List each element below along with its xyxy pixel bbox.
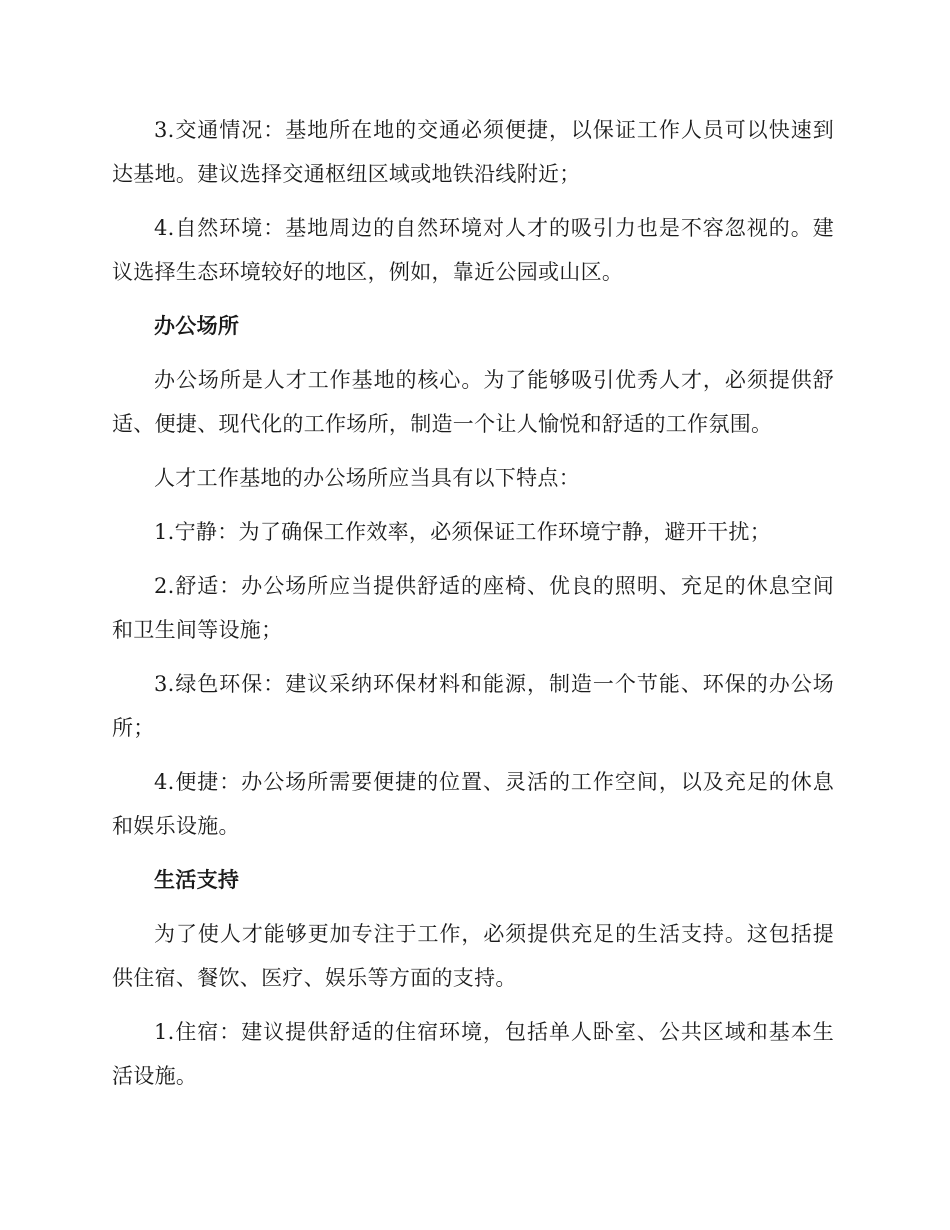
paragraph-transport: 3.交通情况：基地所在地的交通必须便捷，以保证工作人员可以快速到达基地。建议选择交通枢纽区域或地铁沿线附近； <box>112 118 834 186</box>
paragraph-green: 3.绿色环保：建议采纳环保材料和能源，制造一个节能、环保的办公场所； <box>112 672 834 740</box>
paragraph-life-support-intro: 为了使人才能够更加专注于工作，必须提供充足的生活支持。这包括提供住宿、餐饮、医疗、娱乐等方面的支持。 <box>112 922 834 990</box>
paragraph-accommodation: 1.住宿：建议提供舒适的住宿环境，包括单人卧室、公共区域和基本生活设施。 <box>112 1020 834 1088</box>
paragraph-office-intro: 办公场所是人才工作基地的核心。为了能够吸引优秀人才，必须提供舒适、便捷、现代化的工作场所，制造一个让人愉悦和舒适的工作氛围。 <box>112 368 834 436</box>
paragraph-natural-environment: 4.自然环境：基地周边的自然环境对人才的吸引力也是不容忽视的。建议选择生态环境较好的地区，例如，靠近公园或山区。 <box>112 216 834 284</box>
paragraph-office-features: 人才工作基地的办公场所应当具有以下特点： <box>154 466 580 490</box>
paragraph-convenience: 4.便捷：办公场所需要便捷的位置、灵活的工作空间，以及充足的休息和娱乐设施。 <box>112 770 834 838</box>
section-heading-office: 办公场所 <box>154 314 240 338</box>
paragraph-comfort: 2.舒适：办公场所应当提供舒适的座椅、优良的照明、充足的休息空间和卫生间等设施； <box>112 574 834 642</box>
section-heading-life-support: 生活支持 <box>154 868 240 892</box>
paragraph-quiet: 1.宁静：为了确保工作效率，必须保证工作环境宁静，避开干扰； <box>154 520 772 544</box>
